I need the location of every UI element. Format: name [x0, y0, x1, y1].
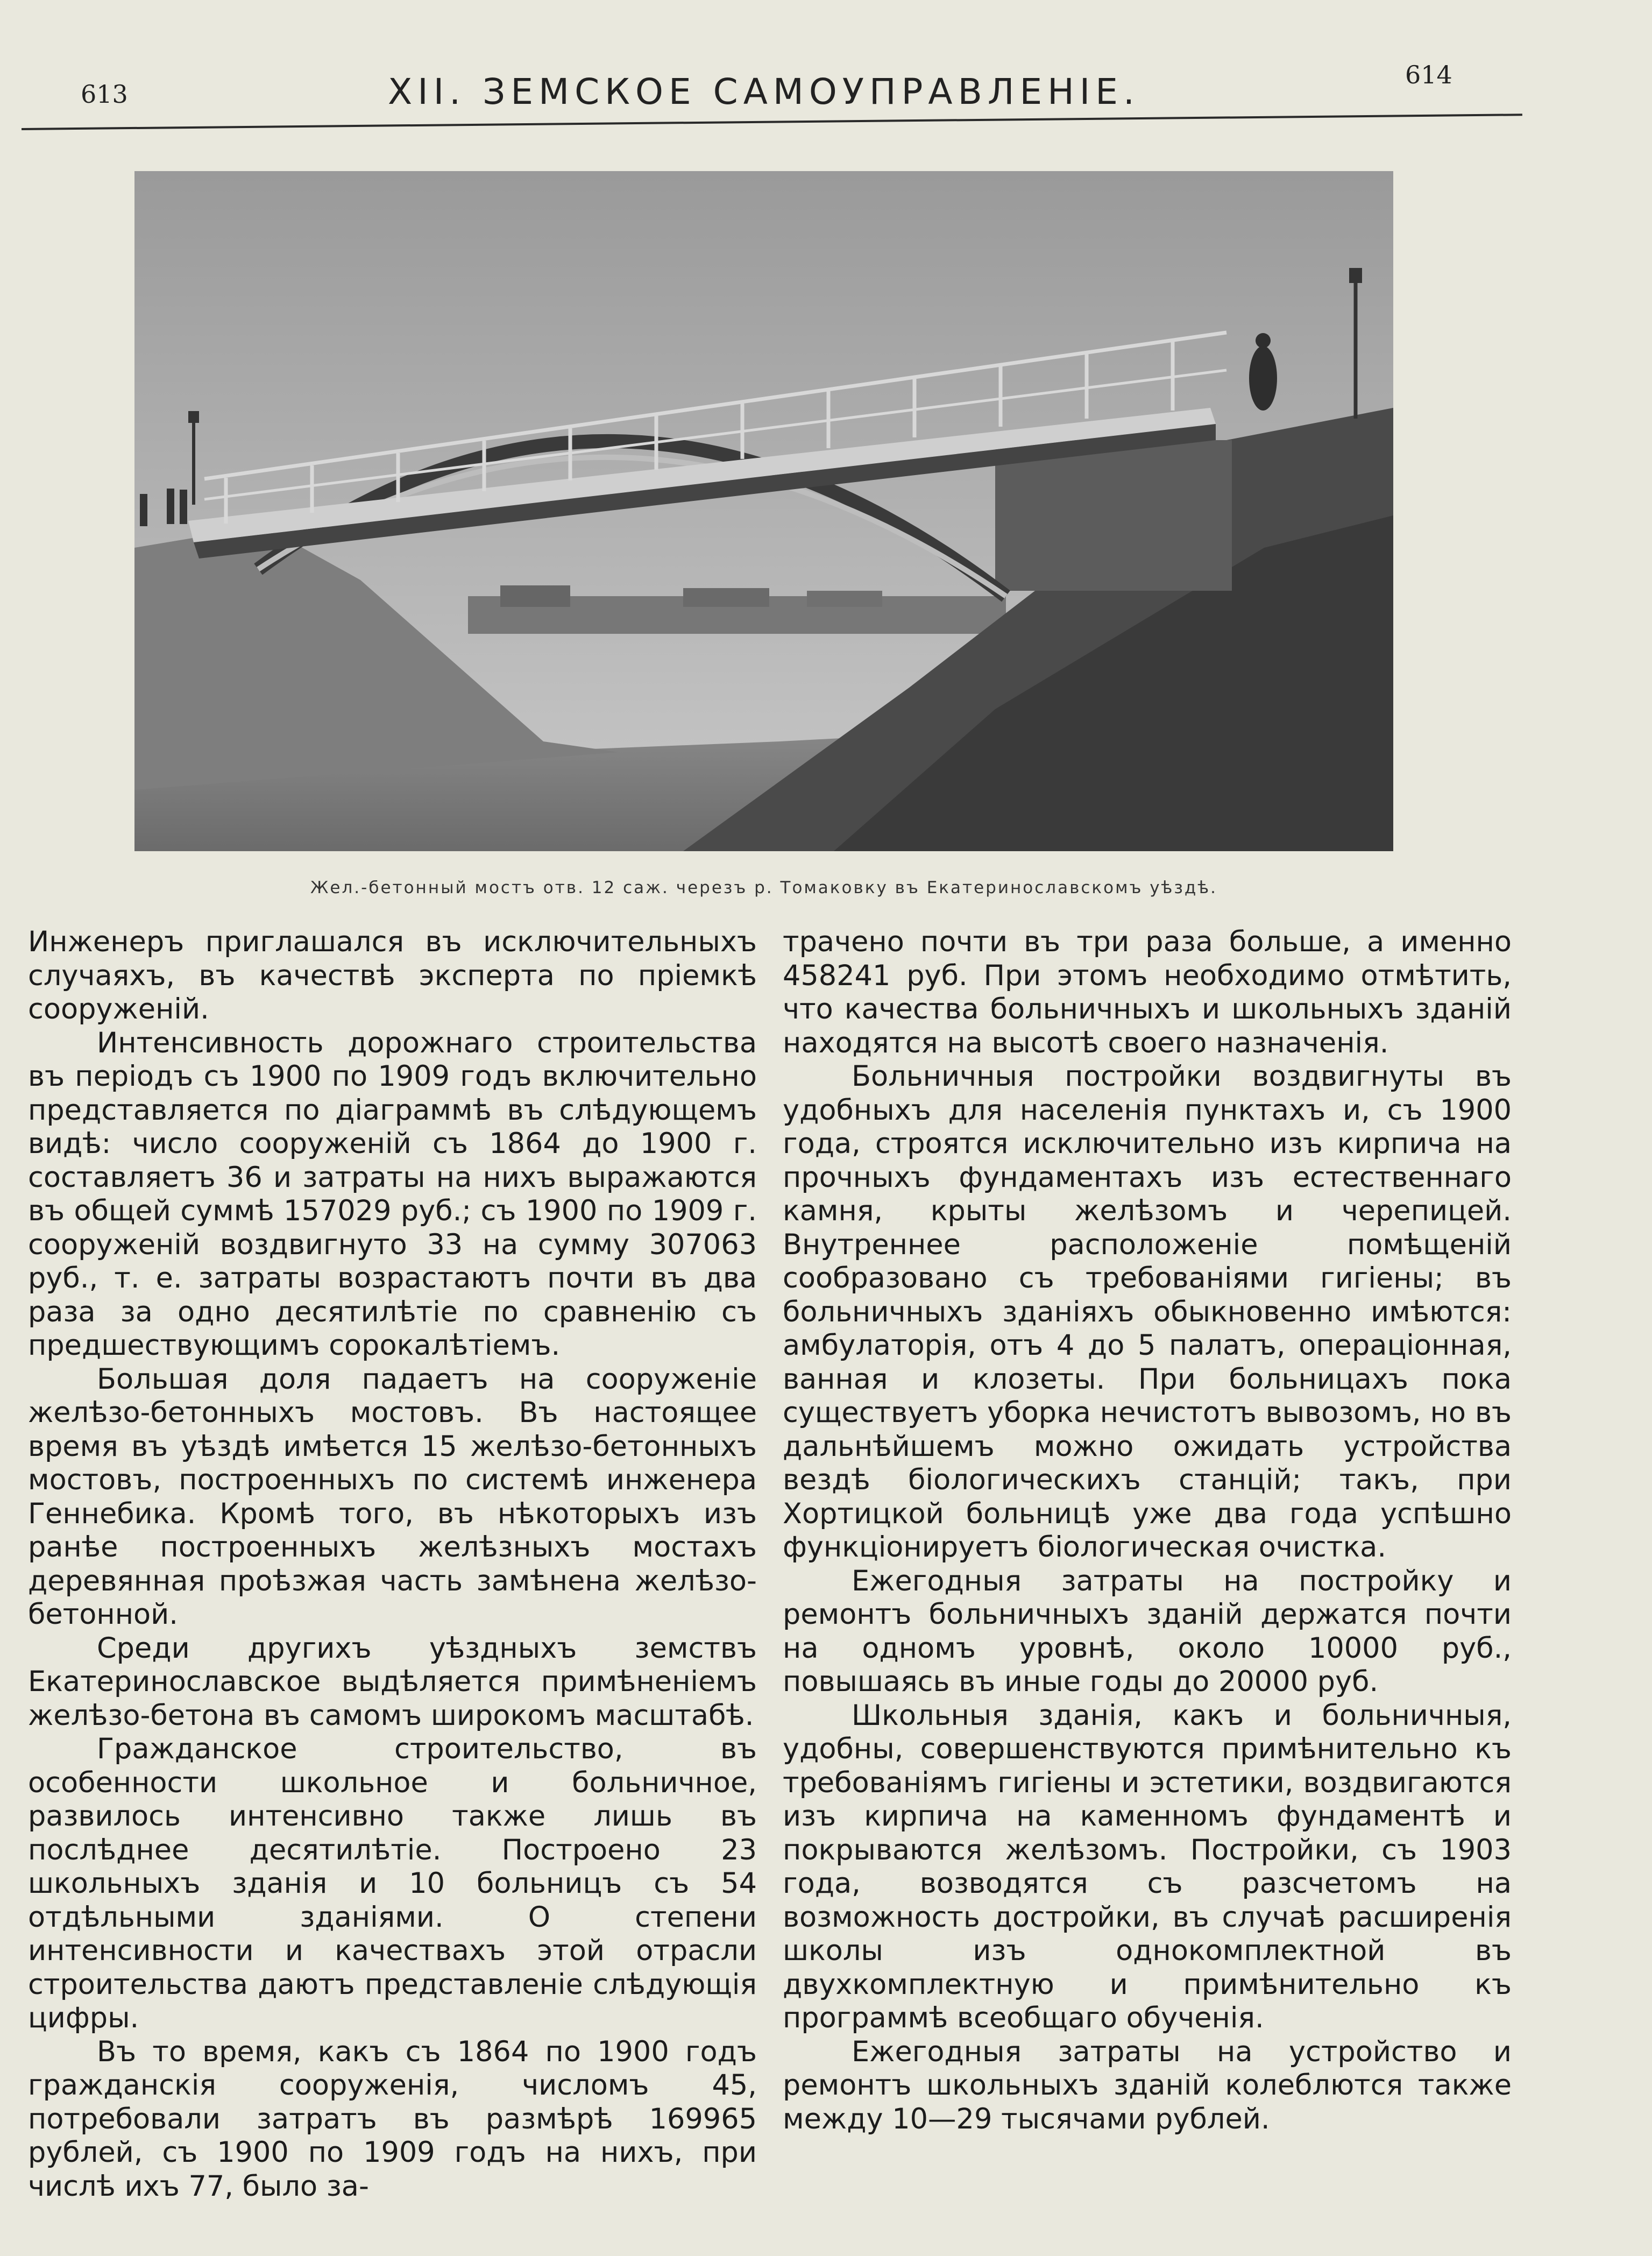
running-head-title: XII. ЗЕМСКОЕ САМОУПРАВЛЕНІЕ.	[388, 71, 1140, 112]
paragraph: Большая доля падаетъ на сооруженіе желѣзо-бетонныхъ мостовъ. Въ настоящее время въ уѣздѣ имѣется 15 желѣзо-бетонныхъ мостовъ, построенныхъ по системѣ инженера Геннебика. Кромѣ того, въ нѣкоторыхъ изъ ранѣе построенныхъ желѣзныхъ мостахъ деревянная проѣзжая часть замѣнена желѣзо-бетонной.	[28, 1362, 757, 1631]
header-rule	[22, 114, 1522, 130]
page-number-right: 614	[1405, 60, 1452, 89]
paragraph: Инженеръ приглашался въ исключительныхъ случаяхъ, въ качествѣ эксперта по пріемкѣ сооруженій.	[28, 925, 757, 1026]
paragraph: Ежегодныя затраты на устройство и ремонтъ школьныхъ зданій колеблются также между 10—29 тысячами рублей.	[783, 2035, 1512, 2135]
paragraph: Среди другихъ уѣздныхъ земствъ Екатеринославское выдѣляется примѣненіемъ желѣзо-бетона въ самомъ широкомъ масштабѣ.	[28, 1631, 757, 1732]
right-column	[783, 925, 1512, 2136]
bridge-photograph	[134, 171, 1393, 851]
page-number-left: 613	[81, 80, 128, 109]
paragraph: Ежегодныя затраты на постройку и ремонтъ больничныхъ зданій держатся почти на одномъ уровнѣ, около 10000 руб., повышаясь въ иные годы до 20000 руб.	[783, 1564, 1512, 1698]
paragraph: Въ то время, какъ съ 1864 по 1900 годъ гражданскія сооруженія, числомъ 45, потребовали затратъ въ размѣрѣ 169965 рублей, съ 1900 по 1909 годъ на нихъ, при числѣ ихъ 77, было за-	[28, 2035, 757, 2203]
paragraph: Больничныя постройки воздвигнуты въ удобныхъ для населенія пунктахъ и, съ 1900 года, строятся исключительно изъ кирпича на прочныхъ фундаментахъ изъ естественнаго камня, крыты желѣзомъ и черепицей. Внутреннее расположеніе помѣщеній сообразовано съ требованіями гигіены; въ больничныхъ зданіяхъ обыкновенно имѣются: амбулаторія, отъ 4 до 5 палатъ, операціонная, ванная и клозеты. При больницахъ пока существуетъ уборка нечистотъ вывозомъ, но въ дальнѣйшемъ можно ожидать устройства вездѣ біологическихъ станцій; такъ, при Хортицкой больницѣ уже два года успѣшно функціонируетъ біологическая очистка.	[783, 1060, 1512, 1564]
figure-caption: Жел.-бетонный мостъ отв. 12 саж. черезъ р. Томаковку въ Екатеринославскомъ уѣздѣ.	[310, 878, 1217, 897]
paragraph: Школьныя зданія, какъ и больничныя, удобны, совершенствуются примѣнительно къ требованіямъ гигіены и эстетики, воздвигаются изъ кирпича на каменномъ фундаментѣ и покрываются желѣзомъ. Постройки, съ 1903 года, возводятся съ разсчетомъ на возможность достройки, въ случаѣ расширенія школы изъ однокомплектной въ двухкомплектную и примѣнительно къ программѣ всеобщаго обученія.	[783, 1699, 1512, 2034]
paragraph: Гражданское строительство, въ особенности школьное и больничное, развилось интенсивно также лишь въ послѣднее десятилѣтіе. Построено 23 школьныхъ зданія и 10 больницъ съ 54 отдѣльными зданіями. О степени интенсивности и качествахъ этой отрасли строительства даютъ представленіе слѣдующія цифры.	[28, 1732, 757, 2034]
paragraph: Интенсивность дорожнаго строительства въ періодъ съ 1900 по 1909 годъ включительно представляется по діаграммѣ въ слѣдующемъ видѣ: число сооруженій съ 1864 до 1900 г. составляетъ 36 и затраты на нихъ выражаются въ общей суммѣ 157029 руб.; съ 1900 по 1909 г. сооруженій воздвигнуто 33 на сумму 307063 руб., т. е. затраты возрастаютъ почти въ два раза за одно десятилѣтіе по сравненію съ предшествующимъ сорокалѣтіемъ.	[28, 1026, 757, 1362]
paragraph: трачено почти въ три раза больше, а именно 458241 руб. При этомъ необходимо отмѣтить, что качества больничныхъ и школьныхъ зданій находятся на высотѣ своего назначенія.	[783, 925, 1512, 1059]
left-column	[28, 925, 757, 2203]
